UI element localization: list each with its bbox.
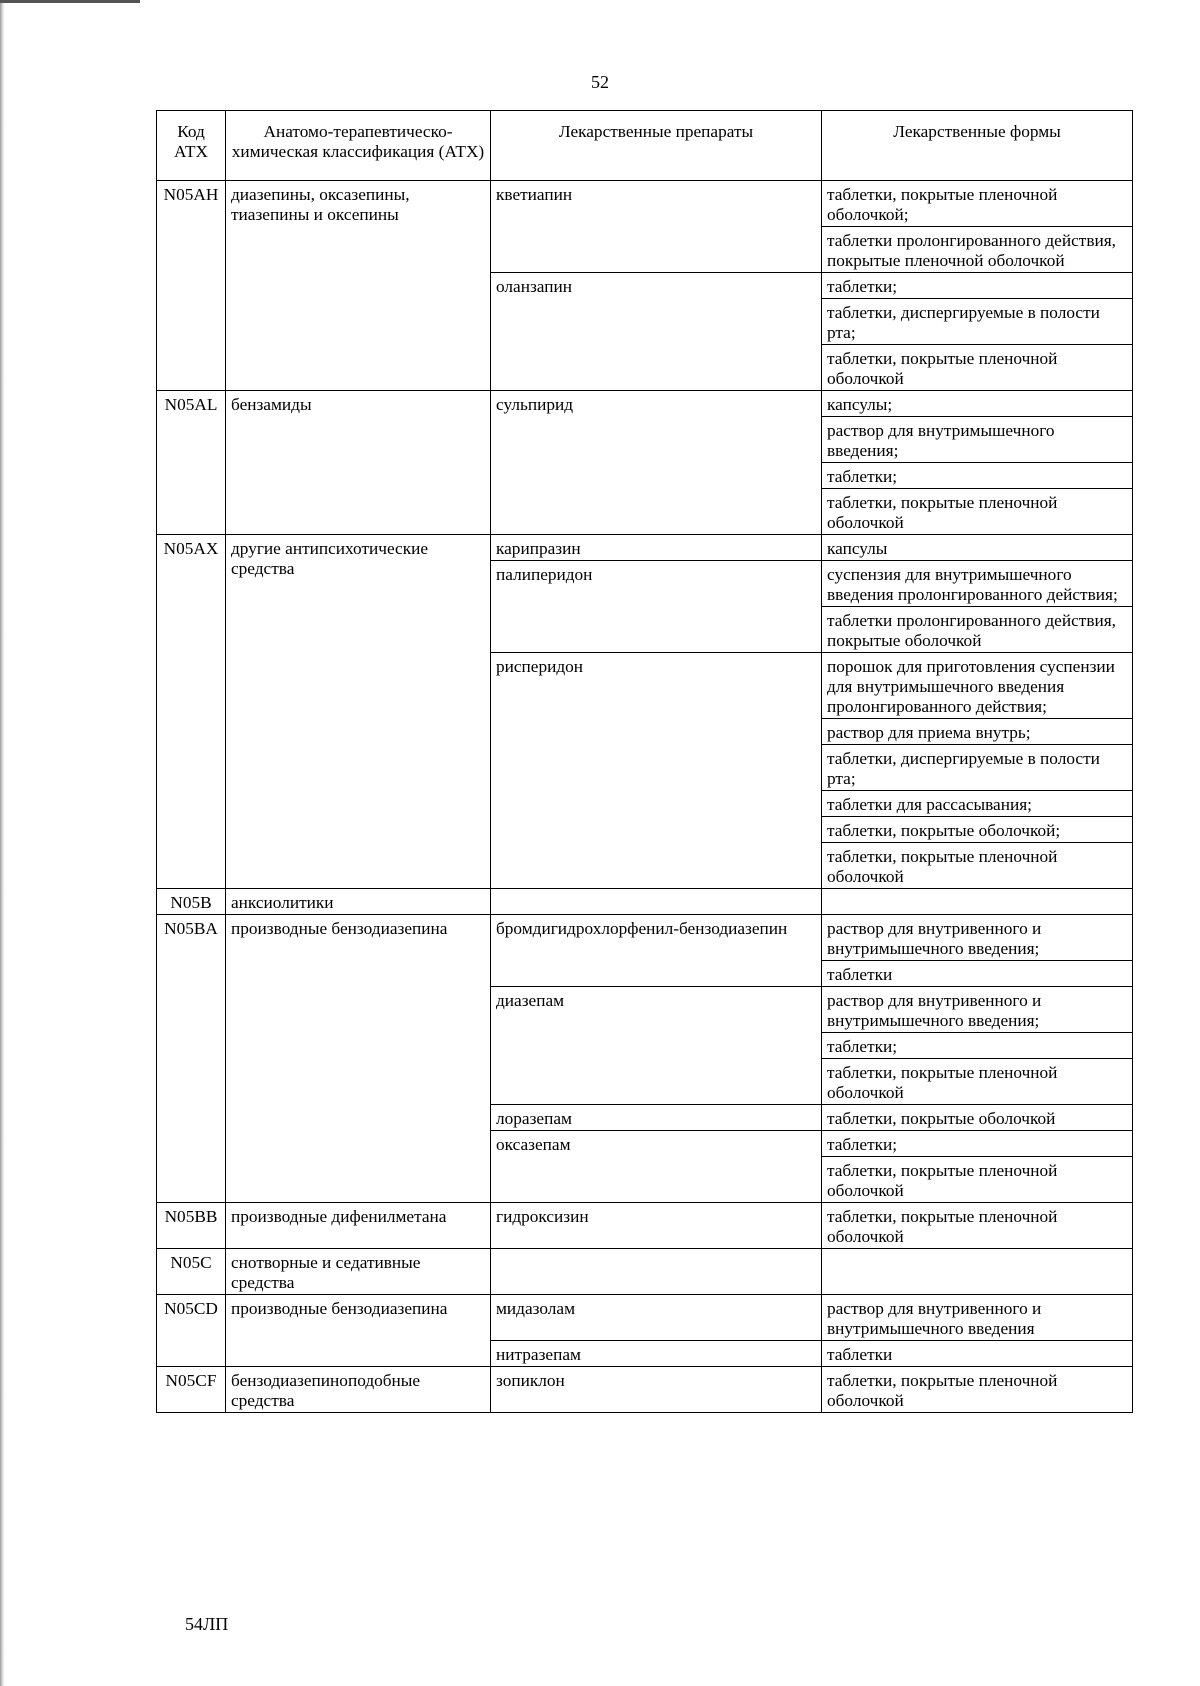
dosage-form-cell: таблетки: [822, 1341, 1133, 1367]
scan-edge-shadow: [0, 0, 5, 1686]
atc-code-cell: N05BA: [157, 915, 226, 1203]
dosage-form-cell: таблетки;: [822, 273, 1133, 299]
drug-name-cell: рисперидон: [491, 653, 822, 889]
dosage-form-cell: таблетки пролонгированного действия, покрытые оболочкой: [822, 607, 1133, 653]
header-code: Код АТХ: [157, 111, 226, 181]
dosage-form-cell: таблетки, покрытые оболочкой;: [822, 817, 1133, 843]
atc-code-cell: N05CD: [157, 1295, 226, 1367]
drug-name-cell: бромдигидрохлорфенил-бензодиазепин: [491, 915, 822, 987]
atc-classification-cell: диазепины, оксазепины, тиазепины и оксепины: [226, 181, 491, 391]
dosage-form-cell: таблетки;: [822, 1131, 1133, 1157]
drug-cell-empty: [491, 1249, 822, 1295]
form-cell-empty: [822, 1249, 1133, 1295]
table-row: [157, 1295, 1133, 1341]
dosage-form-cell: таблетки, покрытые пленочной оболочкой: [822, 843, 1133, 889]
atc-code-cell: N05AL: [157, 391, 226, 535]
atc-classification-cell: анксиолитики: [226, 889, 491, 915]
dosage-form-cell: таблетки;: [822, 463, 1133, 489]
drug-name-cell: сульпирид: [491, 391, 822, 535]
document-code: 54ЛП: [185, 1614, 229, 1634]
medicines-table: [156, 110, 1133, 1413]
drug-name-cell: кветиапин: [491, 181, 822, 273]
table-body: [157, 181, 1133, 1413]
dosage-form-cell: таблетки, покрытые пленочной оболочкой: [822, 1059, 1133, 1105]
atc-code-cell: N05B: [157, 889, 226, 915]
scan-top-mark: [0, 0, 140, 3]
dosage-form-cell: капсулы;: [822, 391, 1133, 417]
atc-code-cell: N05C: [157, 1249, 226, 1295]
dosage-form-cell: порошок для приготовления суспензии для внутримышечного введения пролонгированного действия;: [822, 653, 1133, 719]
table-row: [157, 391, 1133, 417]
drug-cell-empty: [491, 889, 822, 915]
dosage-form-cell: раствор для приема внутрь;: [822, 719, 1133, 745]
drug-name-cell: нитразепам: [491, 1341, 822, 1367]
dosage-form-cell: таблетки, диспергируемые в полости рта;: [822, 745, 1133, 791]
drug-name-cell: оланзапин: [491, 273, 822, 391]
header-drugs: Лекарственные препараты: [491, 111, 822, 181]
form-cell-empty: [822, 889, 1133, 915]
drug-name-cell: палиперидон: [491, 561, 822, 653]
drug-name-cell: лоразепам: [491, 1105, 822, 1131]
table-row: [157, 1203, 1133, 1249]
dosage-form-cell: таблетки;: [822, 1033, 1133, 1059]
table-row: [157, 1249, 1133, 1295]
atc-classification-cell: производные дифенилметана: [226, 1203, 491, 1249]
dosage-form-cell: таблетки пролонгированного действия, покрытые пленочной оболочкой: [822, 227, 1133, 273]
dosage-form-cell: таблетки, покрытые оболочкой: [822, 1105, 1133, 1131]
header-classification: Анатомо-терапевтическо-химическая классификация (АТХ): [226, 111, 491, 181]
atc-classification-cell: другие антипсихотические средства: [226, 535, 491, 889]
atc-code-cell: N05AX: [157, 535, 226, 889]
table-row: [157, 889, 1133, 915]
atc-classification-cell: снотворные и седативные средства: [226, 1249, 491, 1295]
drug-name-cell: зопиклон: [491, 1367, 822, 1413]
header-forms: Лекарственные формы: [822, 111, 1133, 181]
dosage-form-cell: таблетки, покрытые пленочной оболочкой: [822, 1367, 1133, 1413]
dosage-form-cell: раствор для внутривенного и внутримышечного введения;: [822, 987, 1133, 1033]
drug-name-cell: диазепам: [491, 987, 822, 1105]
atc-code-cell: N05AH: [157, 181, 226, 391]
atc-code-cell: N05CF: [157, 1367, 226, 1413]
atc-classification-cell: производные бензодиазепина: [226, 1295, 491, 1367]
dosage-form-cell: раствор для внутримышечного введения;: [822, 417, 1133, 463]
dosage-form-cell: таблетки, покрытые пленочной оболочкой;: [822, 181, 1133, 227]
header-row: [157, 111, 1133, 181]
atc-classification-cell: бензодиазепиноподобные средства: [226, 1367, 491, 1413]
table-row: [157, 535, 1133, 561]
dosage-form-cell: таблетки, покрытые пленочной оболочкой: [822, 489, 1133, 535]
table-row: [157, 915, 1133, 961]
dosage-form-cell: раствор для внутривенного и внутримышечного введения: [822, 1295, 1133, 1341]
dosage-form-cell: раствор для внутривенного и внутримышечного введения;: [822, 915, 1133, 961]
dosage-form-cell: таблетки: [822, 961, 1133, 987]
dosage-form-cell: таблетки для рассасывания;: [822, 791, 1133, 817]
drug-name-cell: карипразин: [491, 535, 822, 561]
dosage-form-cell: таблетки, диспергируемые в полости рта;: [822, 299, 1133, 345]
atc-code-cell: N05BB: [157, 1203, 226, 1249]
table-row: [157, 181, 1133, 227]
drug-name-cell: гидроксизин: [491, 1203, 822, 1249]
dosage-form-cell: таблетки, покрытые пленочной оболочкой: [822, 1203, 1133, 1249]
table-row: [157, 1367, 1133, 1413]
dosage-form-cell: таблетки, покрытые пленочной оболочкой: [822, 1157, 1133, 1203]
dosage-form-cell: таблетки, покрытые пленочной оболочкой: [822, 345, 1133, 391]
dosage-form-cell: капсулы: [822, 535, 1133, 561]
atc-classification-cell: производные бензодиазепина: [226, 915, 491, 1203]
atc-classification-cell: бензамиды: [226, 391, 491, 535]
drug-name-cell: мидазолам: [491, 1295, 822, 1341]
dosage-form-cell: суспензия для внутримышечного введения пролонгированного действия;: [822, 561, 1133, 607]
drug-name-cell: оксазепам: [491, 1131, 822, 1203]
page-number: 52: [591, 72, 609, 92]
